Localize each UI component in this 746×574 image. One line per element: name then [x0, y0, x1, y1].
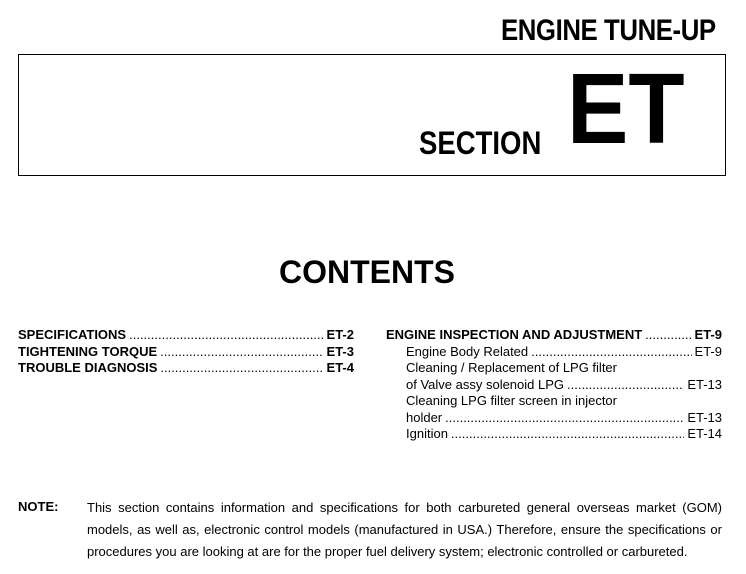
- toc-entry-label: holder: [406, 409, 443, 425]
- toc-leader-dots: [129, 327, 323, 342]
- toc-entry-ignition[interactable]: [386, 426, 722, 443]
- toc-entry-page: ET-4: [326, 360, 354, 375]
- toc-entry-label: of Valve assy solenoid LPG: [406, 376, 565, 392]
- toc-right-column: [386, 327, 722, 443]
- toc-leader-dots: [531, 344, 691, 359]
- toc-entry-engine-body[interactable]: [386, 344, 722, 361]
- toc-left-column: [18, 327, 354, 377]
- header-title: ENGINE TUNE-UP: [501, 14, 716, 47]
- toc-entry-label: TIGHTENING TORQUE: [18, 343, 158, 359]
- toc-leader-dots: [160, 344, 323, 359]
- toc-leader-dots: [567, 377, 684, 392]
- toc-entry-lpg-screen-line1[interactable]: Cleaning LPG filter screen in injector: [406, 393, 617, 408]
- toc-entry-lpg-filter-line1[interactable]: Cleaning / Replacement of LPG filter: [406, 360, 617, 375]
- toc-entry-label: TROUBLE DIAGNOSIS: [18, 360, 158, 375]
- toc-leader-dots: [445, 410, 684, 425]
- toc-entry-page: ET-2: [326, 327, 354, 342]
- toc-entry-specifications[interactable]: [18, 327, 354, 344]
- toc-leader-dots: [451, 426, 684, 441]
- toc-entry-label: Engine Body Related: [406, 343, 529, 359]
- section-word: SECTION: [419, 125, 542, 161]
- toc-entry-page: ET-13: [687, 409, 722, 425]
- toc-entry-lpg-screen[interactable]: [386, 410, 722, 427]
- toc-entry-label: SPECIFICATIONS: [18, 327, 127, 342]
- toc-entry-page: ET-13: [687, 376, 722, 392]
- toc-entry-label: ENGINE INSPECTION AND ADJUSTMENT: [386, 327, 643, 342]
- toc-entry-lpg-filter[interactable]: [386, 377, 722, 394]
- toc-leader-dots: [160, 360, 323, 375]
- section-code: ET: [567, 53, 685, 165]
- toc-entry-engine-inspection[interactable]: [386, 327, 722, 344]
- contents-title: CONTENTS: [279, 254, 455, 290]
- toc-entry-trouble-diagnosis[interactable]: [18, 360, 354, 377]
- note-label: NOTE:: [18, 499, 59, 514]
- toc-entry-page: ET-9: [694, 343, 722, 359]
- toc-leader-dots: [645, 327, 691, 342]
- toc-entry-page: ET-3: [326, 343, 354, 359]
- note-text: This section contains information and specifications for both carbureted general overseas market (GOM) models, as well as, electronic control models (manufactured in USA.) Therefore, ensure the specifications or procedures you are looking at are for the proper fuel delivery system; electronic controlled or carbureted.: [87, 500, 722, 559]
- toc-entry-label: Ignition: [406, 426, 448, 441]
- section-box: [18, 54, 726, 176]
- toc-entry-page: ET-9: [694, 327, 722, 342]
- toc-entry-page: ET-14: [687, 426, 722, 441]
- toc-entry-tightening-torque[interactable]: [18, 344, 354, 361]
